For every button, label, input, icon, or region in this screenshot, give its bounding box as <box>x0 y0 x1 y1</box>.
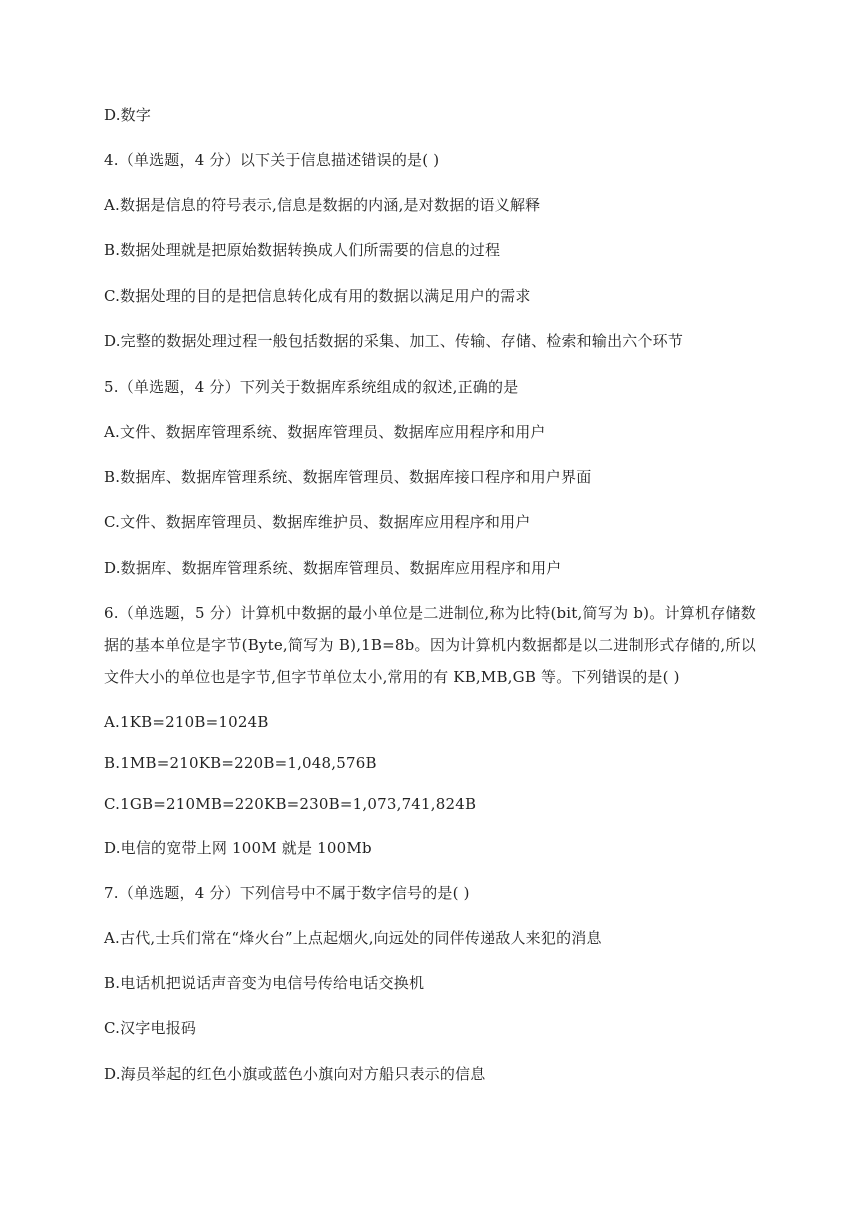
q7-option-b: B.电话机把说话声音变为电信号传给电话交换机 <box>104 974 425 992</box>
q4-option-d: D.完整的数据处理过程一般包括数据的采集、加工、传输、存储、检索和输出六个环节 <box>104 332 684 350</box>
q7-option-a: A.古代,士兵们常在“烽火台”上点起烟火,向远处的同伴传递敌人来犯的消息 <box>104 929 602 947</box>
q7-option-c: C.汉字电报码 <box>104 1019 197 1037</box>
q6-option-b: B.1MB=210KB=220B=1,048,576B <box>104 754 377 772</box>
q5-option-a: A.文件、数据库管理系统、数据库管理员、数据库应用程序和用户 <box>104 423 546 441</box>
q6-option-a: A.1KB=210B=1024B <box>104 713 269 731</box>
q4-option-a: A.数据是信息的符号表示,信息是数据的内涵,是对数据的语义解释 <box>104 196 541 214</box>
q3-option-d: D.数字 <box>104 106 152 124</box>
q4-stem: 4.（单选题，4 分）以下关于信息描述错误的是( ) <box>104 151 440 169</box>
q5-option-d: D.数据库、数据库管理系统、数据库管理员、数据库应用程序和用户 <box>104 559 562 577</box>
q5-option-c: C.文件、数据库管理员、数据库维护员、数据库应用程序和用户 <box>104 513 531 531</box>
q4-option-b: B.数据处理就是把原始数据转换成人们所需要的信息的过程 <box>104 241 501 259</box>
q6-option-d: D.电信的宽带上网 100M 就是 100Mb <box>104 839 372 857</box>
q6-stem: 6.（单选题，5 分）计算机中数据的最小单位是二进制位,称为比特(bit,简写为 b)。计算机存储数据的基本单位是字节(Byte,简写为 B),1B=8b。因为计算机内数据都是以二进制形式存储的,所以文件大小的单位也是字节,但字节单位太小,常用的有 KB,MB,GB 等。下列错误的是( ) <box>104 604 756 686</box>
q5-option-b: B.数据库、数据库管理系统、数据库管理员、数据库接口程序和用户界面 <box>104 468 592 486</box>
q4-option-c: C.数据处理的目的是把信息转化成有用的数据以满足用户的需求 <box>104 287 531 305</box>
q7-stem: 7.（单选题，4 分）下列信号中不属于数字信号的是( ) <box>104 884 470 902</box>
q6-option-c: C.1GB=210MB=220KB=230B=1,073,741,824B <box>104 795 477 813</box>
q7-option-d: D.海员举起的红色小旗或蓝色小旗向对方船只表示的信息 <box>104 1065 486 1083</box>
q5-stem: 5.（单选题，4 分）下列关于数据库系统组成的叙述,正确的是 <box>104 378 519 396</box>
